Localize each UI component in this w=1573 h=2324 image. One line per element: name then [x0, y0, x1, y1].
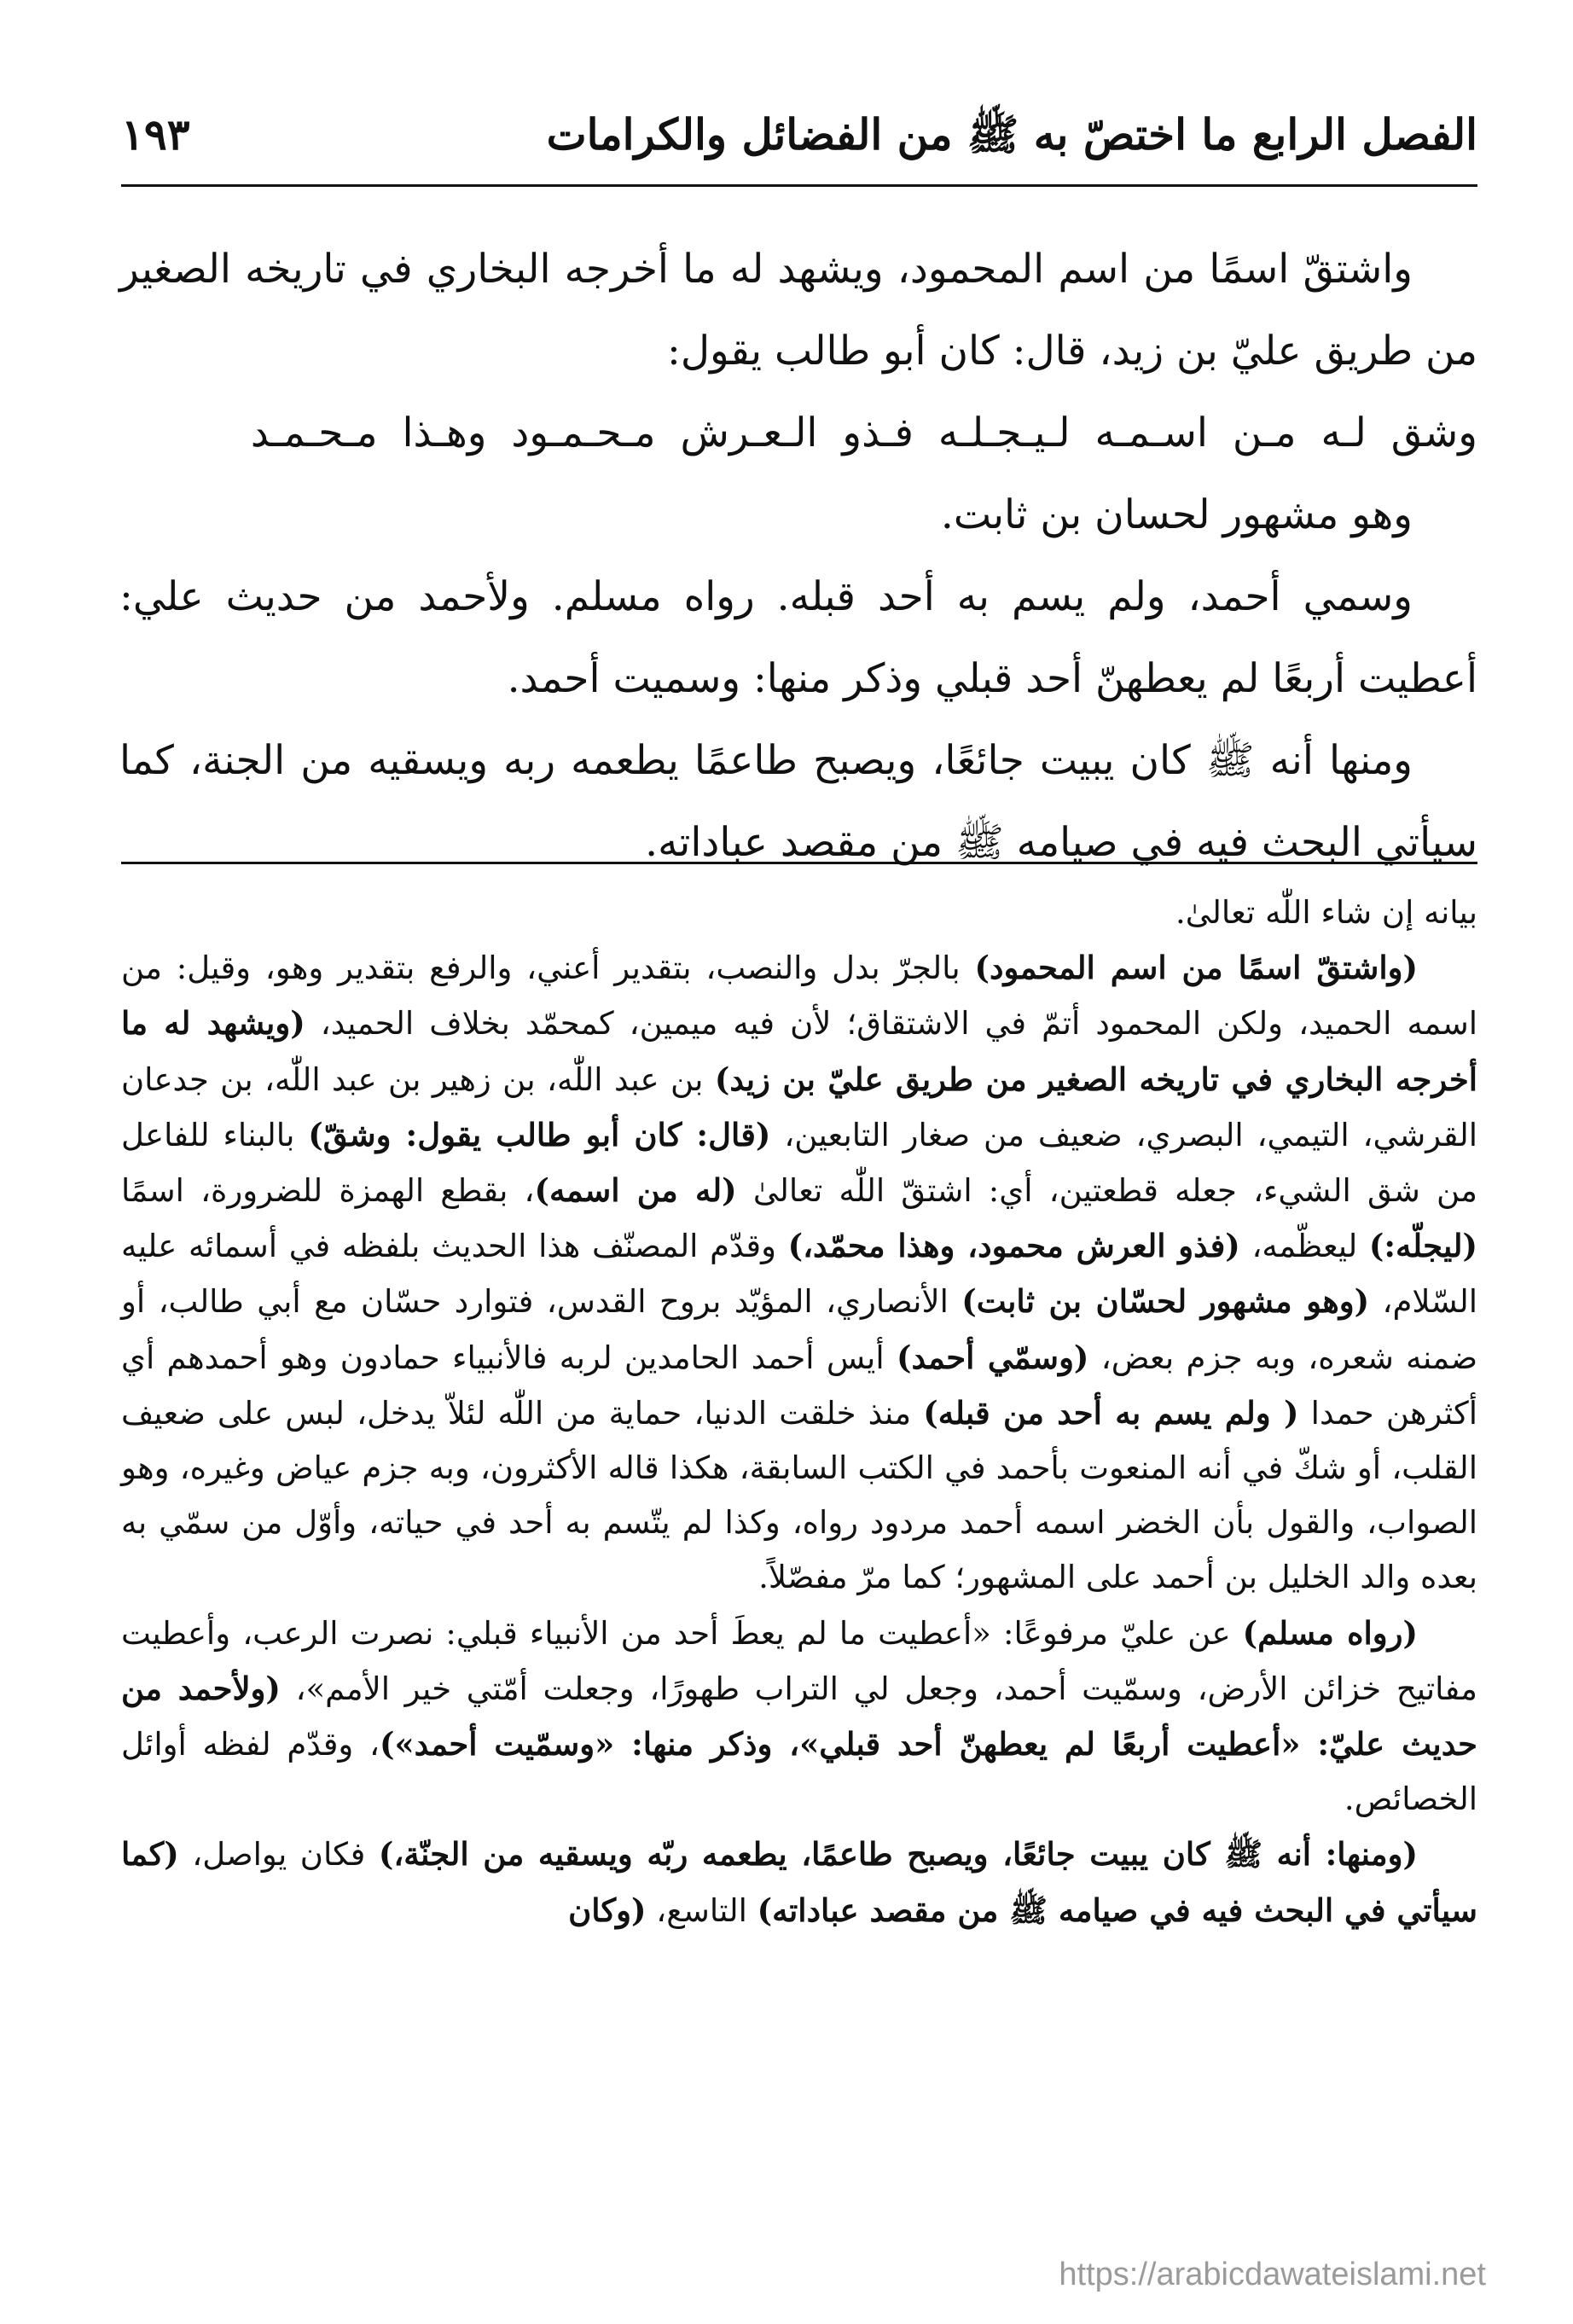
- main-text: [119, 229, 1477, 884]
- poetry-verse: وشق لـه مـن اسـمـه لـيـجـلـه فـذو الـعـرش مـحـمـود وهـذا مـحـمـد: [250, 410, 1477, 456]
- quoted-matn: (واشتقّ اسمًا من اسم المحمود): [974, 949, 1419, 987]
- commentary-run: وقدّم المصنّف هذا الحديث بلفظه في أسمائه عليه السّلام،: [121, 1228, 1477, 1321]
- page-header: [121, 109, 1477, 169]
- website-watermark: https://arabicdawateislami.net: [1059, 2257, 1486, 2292]
- commentary-paragraph: [121, 940, 1477, 1605]
- commentary-paragraph: [121, 886, 1477, 940]
- commentary-run: ، بقطع الهمزة للضرورة، اسمًا: [121, 1172, 535, 1210]
- quoted-matn: (ومنها: أنه ﷺ كان يبيت جائعًا، ويصبح طاعمًا، يطعمه ربّه ويسقيه من الجنّة،): [378, 1835, 1418, 1874]
- commentary-run: بيانه إن شاء اللّٰه تعالىٰ.: [1175, 894, 1477, 931]
- commentary-run: عن عليّ مرفوعًا: «أعطيت ما لم يعطَ أحد من الأنبياء قبلي: نصرت الرعب، وأعطيت مفاتيح خزائن الأرض، وسمّيت أحمد، وجعل لي التراب طهورًا، وجعلت أمّتي خير الأمم»،: [121, 1614, 1477, 1707]
- quoted-matn: (قال: كان أبو طالب يقول: وشقّ): [308, 1115, 771, 1153]
- quoted-matn: (له من اسمه): [534, 1171, 737, 1210]
- quoted-matn: (وسمّي أحمد): [896, 1338, 1089, 1376]
- commentary-text: [121, 886, 1477, 1938]
- quoted-matn: (كما سيأتي في البحث فيه في صيامه ﷺ من مقصد عباداته): [121, 1835, 1477, 1929]
- commentary-paragraph: [121, 1606, 1477, 1827]
- commentary-run: الأنصاري، المؤيّد بروح القدس، فتوارد حسّان مع أبي طالب، أو ضمنه شعره، وبه جزم بعض،: [121, 1283, 1477, 1376]
- quoted-matn: (فذو العرش محمود، وهذا محمّد،): [787, 1227, 1240, 1265]
- commentary-paragraph: [121, 1827, 1477, 1938]
- quoted-matn: (رواه مسلم): [1242, 1613, 1419, 1652]
- quoted-matn: (ولأحمد من حديث عليّ: «أعطيت أربعًا لم يعطهنّ أحد قبلي»، وذكر منها: «وسمّيت أحمد»): [121, 1669, 1477, 1763]
- quoted-matn: (ويشهد له ما أخرجه البخاري في تاريخه الصغير من طريق عليّ بن زيد): [121, 1004, 1477, 1098]
- matn-paragraph: واشتقّ اسمًا من اسم المحمود، ويشهد له ما أخرجه البخاري في تاريخه الصغير من طريق عليّ بن زيد، قال: كان أبو طالب يقول:: [119, 246, 1477, 375]
- commentary-run: بالجرّ بدل والنصب، بتقدير أعني، والرفع بتقدير وهو، وقيل: من اسمه الحميد، ولكن المحمود أتمّ في الاشتقاق؛ لأن فيه ميمين، كمحمّد بخلاف الحميد،: [121, 950, 1478, 1043]
- quoted-matn: (وهو مشهور لحسّان بن ثابت): [961, 1282, 1370, 1321]
- chapter-title: الفصل الرابع ما اختصّ به ﷺ من الفضائل والكرامات: [546, 109, 1477, 160]
- commentary-run: فكان يواصل،: [178, 1836, 379, 1874]
- commentary-run: ليعظّمه،: [1239, 1228, 1369, 1265]
- commentary-run: التاسع،: [646, 1891, 757, 1929]
- matn-paragraph: ومنها أنه ﷺ كان يبيت جائعًا، ويصبح طاعمًا يطعمه ربه ويسقيه من الجنة، كما سيأتي البحث فيه في صيامه ﷺ من مقصد عباداته.: [119, 737, 1477, 866]
- matn-paragraph: وسمي أحمد، ولم يسم به أحد قبله. رواه مسلم. ولأحمد من حديث علي: أعطيت أربعًا لم يعطهنّ أحد قبلي وذكر منها: وسميت أحمد.: [119, 573, 1477, 702]
- quoted-matn: (وكان: [568, 1891, 647, 1929]
- commentary-run: منذ خلقت الدنيا، حماية من اللّٰه لئلاّ يدخل، لبس على ضعيف القلب، أو شكّ في أنه المنعوت بأحمد في الكتب السابقة، هكذا قاله الأكثرون، وبه جزم عياض وغيره، وهو الصواب، والقول بأن الخضر اسمه أحمد مردود رواه، وكذا لم يتّسم به أحد في حياته، وأوّل من سمّي به بعده والد الخليل بن أحمد على المشهور؛ كما مرّ مفصّلاً.: [121, 1394, 1477, 1596]
- quoted-matn: (ليجلّه:): [1368, 1227, 1477, 1265]
- commentary-run: ، وقدّم لفظه أوائل الخصائص.: [121, 1726, 1477, 1818]
- commentary-divider: [121, 862, 1477, 864]
- matn-paragraph: وهو مشهور لحسان بن ثابت.: [940, 491, 1413, 538]
- page-number: ١٩٣: [121, 109, 190, 160]
- commentary-run: بن عبد اللّٰه، بن زهير بن عبد اللّٰه، بن جدعان القرشي، التيمي، البصري، ضعيف من صغار التابعين،: [121, 1060, 1477, 1153]
- commentary-run: أيس أحمد الحامدين لربه فالأنبياء حمادون وهو أحمدهم أي أكثرهن حمدا: [121, 1339, 1477, 1432]
- commentary-run: بالبناء للفاعل من شق الشيء، جعله قطعتين، أي: اشتقّ اللّٰه تعالىٰ: [121, 1116, 1477, 1210]
- header-divider: [121, 184, 1477, 187]
- quoted-matn: ( ولم يسم به أحد من قبله): [923, 1393, 1299, 1432]
